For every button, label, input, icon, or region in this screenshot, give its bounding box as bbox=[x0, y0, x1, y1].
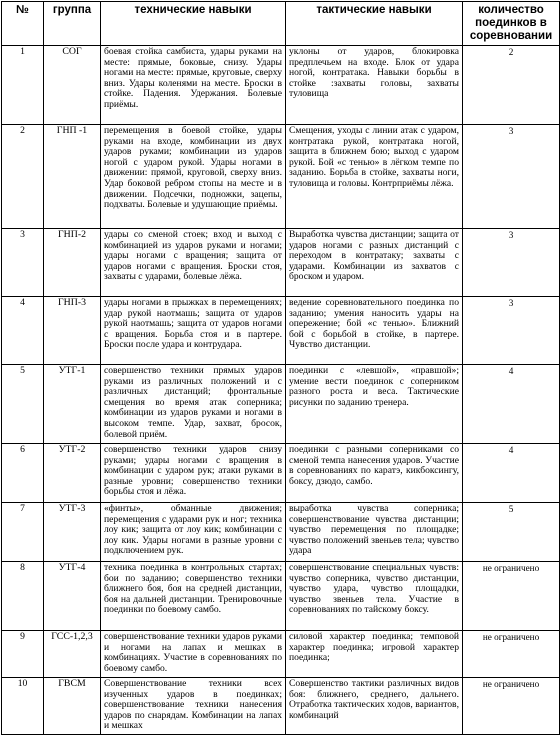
tactical-skills-cell: силовой характер поединка; темповой характер поединка; игровой характер поединка; bbox=[286, 631, 463, 678]
tactical-skills-cell: Смещения, уходы с линии атак с ударом, контратака рукой, контратака ногой, защита в ближнем бою; выход с ударом рукой. Бой «с тенью» в лёгком темпе по заданию. Борьба в стойке, захваты ноги, туловища и головы. Контрприёмы лёжа. bbox=[286, 125, 463, 229]
tactical-skills-cell: ведение соревновательного поединка по заданию; умения наносить удары на опережение; бой «с тенью». Ближний бой с борьбой в стойке, в партере. Чувство дистанции. bbox=[286, 297, 463, 365]
tactical-skills-cell: Выработка чувства дистанции; защита от ударов ногами с разных дистанций с переходом в контратаку; захваты с ударами. Комбинации из захватов с броском и ударом. bbox=[286, 229, 463, 297]
technical-skills-cell: совершенство техники прямых ударов руками из различных положений и с различных дистанций; фронтальные смещения во время атак соперника; комбинации из ударов руками и ногами в высоком темпе. Удар, захват, бросок, болевой приём. bbox=[101, 365, 286, 444]
row-number: 3 bbox=[2, 229, 44, 297]
bout-count: 3 bbox=[463, 297, 560, 365]
bout-count: не ограничено bbox=[463, 562, 560, 631]
table-row bbox=[2, 229, 560, 297]
group-name: ГНП-3 bbox=[44, 297, 101, 365]
technical-skills-cell: техника поединка в контрольных стартах; бои по заданию; совершенство техники ближнего боя, боя на средней дистанции, боя на дальней дистанции. Тренировочные поединки по боевому самбо. bbox=[101, 562, 286, 631]
technical-skills-cell: Совершенствование техники всех изученных ударов в поединках; совершенствование техники нанесения ударов по снарядам. Комбинации на лапах и мешках bbox=[101, 678, 286, 735]
tactical-skills-cell: уклоны от ударов, блокировка предплечьем на входе. Блок от удара ногой, контратака. Навыки борьбы в стойке :захваты головы, захваты туловища bbox=[286, 46, 463, 125]
group-name: УТГ-1 bbox=[44, 365, 101, 444]
group-name: УТГ-3 bbox=[44, 503, 101, 562]
table-row bbox=[2, 562, 560, 631]
group-name: УТГ-2 bbox=[44, 444, 101, 503]
row-number: 1 bbox=[2, 46, 44, 125]
tactical-skills-cell: выработка чувства соперника; совершенствование чувства дистанции; чувство перемещения по площадке; чувство положений звеньев тела; чувство удара bbox=[286, 503, 463, 562]
technical-skills-cell: перемещения в боевой стойке, удары руками на входе, комбинации из двух ударов руками; комбинации из ударов ногой с ударом рукой. Удары ногами в движении: прямой, круговой, сверху вниз. Удар боковой ребром стопы на месте и в движении. Подсечки, подножки, зацепы, подхваты. Болевые и удушающие приёмы. bbox=[101, 125, 286, 229]
technical-skills-cell: совершенство техники ударов снизу руками; удары ногами с вращения в комбинации с ударом рук; атаки руками в разные уровни; совершенство техники борьбы стоя и лёжа. bbox=[101, 444, 286, 503]
technical-skills-cell: удары ногами в прыжках в перемещениях; удар рукой наотмашь; защита от ударов рукой наотмашь; защита от ударов ногами с вращения. Борьба стоя и в партере. Броски после удара и контрудара. bbox=[101, 297, 286, 365]
group-name: УТГ-4 bbox=[44, 562, 101, 631]
row-number: 10 bbox=[2, 678, 44, 735]
tactical-skills-cell: поединки с «левшой», «правшой»; умение вести поединок с соперником разного роста и веса. Тактические рисунки по заданию тренера. bbox=[286, 365, 463, 444]
table-row bbox=[2, 444, 560, 503]
technical-skills-cell: удары со сменой стоек; вход и выход с комбинацией из ударов руками и ногами; удары ногами с вращения; защита от ударов ногами с вращения. Броски стоя, захваты с ударами, болевые лёжа. bbox=[101, 229, 286, 297]
group-name: ГНП-2 bbox=[44, 229, 101, 297]
technical-skills-cell: совершенствование техники ударов руками и ногами на лапах и мешках в комбинациях. Участие в соревнованиях по боевому самбо. bbox=[101, 631, 286, 678]
group-name: СОГ bbox=[44, 46, 101, 125]
table-row bbox=[2, 503, 560, 562]
bout-count: 4 bbox=[463, 444, 560, 503]
table-row bbox=[2, 125, 560, 229]
group-name: ГНП -1 bbox=[44, 125, 101, 229]
header-bout-count: количество поединков в соревновании bbox=[463, 2, 560, 46]
bout-count: не ограничено bbox=[463, 678, 560, 735]
header-number: № bbox=[2, 2, 44, 46]
group-name: ГВСМ bbox=[44, 678, 101, 735]
table-row bbox=[2, 678, 560, 735]
bout-count: 4 bbox=[463, 365, 560, 444]
table-row bbox=[2, 46, 560, 125]
tactical-skills-cell: Совершенство тактики различных видов боя: ближнего, среднего, дальнего. Отработка тактических ходов, вариантов, комбинаций bbox=[286, 678, 463, 735]
header-technical-skills: технические навыки bbox=[101, 2, 286, 46]
row-number: 7 bbox=[2, 503, 44, 562]
header-tactical-skills: тактические навыки bbox=[286, 2, 463, 46]
row-number: 8 bbox=[2, 562, 44, 631]
technical-skills-cell: боевая стойка самбиста, удары руками на месте: прямые, боковые, снизу. Удары ногами на месте: прямые, круговые, сверху вниз. Удары коленями на месте. Броски в стойке. Падения. Удержания. Болевые приёмы. bbox=[101, 46, 286, 125]
training-skills-table bbox=[1, 1, 560, 735]
row-number: 4 bbox=[2, 297, 44, 365]
row-number: 9 bbox=[2, 631, 44, 678]
table-row bbox=[2, 365, 560, 444]
tactical-skills-cell: совершенствование специальных чувств: чувство соперника, чувство дистанции, чувство удара, чувство площадки, чувство звеньев тела. Участие в соревнованиях по тайскому боксу. bbox=[286, 562, 463, 631]
bout-count: 3 bbox=[463, 125, 560, 229]
header-group: группа bbox=[44, 2, 101, 46]
bout-count: 2 bbox=[463, 46, 560, 125]
row-number: 2 bbox=[2, 125, 44, 229]
bout-count: не ограничено bbox=[463, 631, 560, 678]
bout-count: 3 bbox=[463, 229, 560, 297]
tactical-skills-cell: поединки с разными соперниками со сменой темпа нанесения ударов. Участие в соревнованиях по каратэ, кикбоксингу, боксу, дзюдо, самбо. bbox=[286, 444, 463, 503]
technical-skills-cell: «финты», обманные движения; перемещения с ударами рук и ног; техника лоу кик; защита от лоу кик; комбинации с лоу кик. Удары ногами в разные уровни с подключением рук. bbox=[101, 503, 286, 562]
header-row bbox=[2, 2, 560, 46]
bout-count: 5 bbox=[463, 503, 560, 562]
table-row bbox=[2, 297, 560, 365]
group-name: ГСС-1,2,3 bbox=[44, 631, 101, 678]
row-number: 5 bbox=[2, 365, 44, 444]
table-row bbox=[2, 631, 560, 678]
row-number: 6 bbox=[2, 444, 44, 503]
